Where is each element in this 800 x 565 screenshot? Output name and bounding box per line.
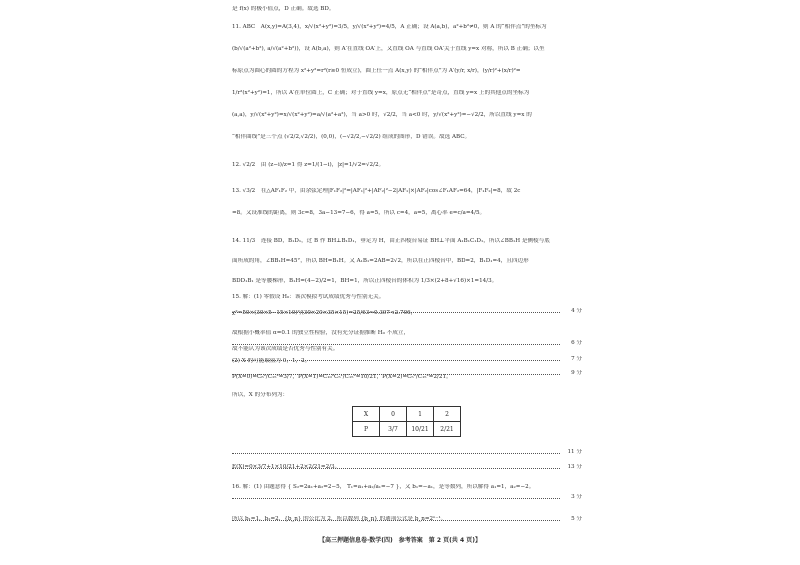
dotted-leader [232,520,560,521]
table-row [353,422,461,437]
answer-line: BDD₁B₁ 是等腰梯形，B₁H=(4−2)/2=1，BH=1，所以正四棱台的体积为 1/3×(2+8+√16)×1=14/3。 [232,278,498,284]
answer-line: 13. √3/2 在△AF₁F₂ 中，由余弦定理|F₁F₂|²=|AF₁|²+|AF₂|²−2|AF₁|×|AF₂|cos∠F₁AF₂=64，|F₁F₂|=8，故 2c [232,188,521,194]
table-cell: 1 [407,407,434,422]
answer-line: 15. 解：(1) 零假设 H₀：该次模拟考试成绩优秀与性别无关。 [232,294,385,300]
score-line [232,370,582,377]
answer-line: 故不能认为该次成绩是否优秀与性别有关。 [232,346,339,352]
table-cell: X [353,407,380,422]
score-line [232,340,582,347]
table-row [353,407,461,422]
score-line [232,356,582,363]
answer-line: 11. ABC A(x,y)=A(3,4)，x/√(x²+y²)=3/5，y/√(x²+y²)=4/5，A 正确；设 A(a,b)，a²+b²≠0，则 A 的“相伴点”的坐标为 [232,24,547,30]
dotted-leader [232,468,560,469]
table-cell: 0 [380,407,407,422]
score-label: 7 分 [571,356,582,362]
answer-line: 面所成的角，∠BB₁H=45°，所以 BH=B₁H。又 A₁B₁=2AB=2√2，所以在正四棱台中，BD=2，B₁D₁=4，且四边形 [232,258,529,264]
answer-line: E(X)=0×3/7+1×10/21+2×2/21=2/3。 [232,464,341,470]
dotted-leader [232,374,560,375]
score-label: 3 分 [571,494,582,500]
answer-line: 16. 解：(1) 由题意得 { S₂=2a₁+a₂=2−5， T₁=a₁+a₂/a₁=−7 }，又 b₁=−a₁，是等数列，所以解得 a₁=1，a₂=−2。 [232,484,535,490]
answer-line: χ²=50×(30×5−15×10)²/(30×20×35×15)=25/63≈0.397<2.706， [232,310,417,316]
answer-line: (2) X 的可能取值为 0，1，2。 [232,358,311,364]
score-line [232,516,582,523]
answer-line: 12. √2/2 由 (z−i)/z=1 得 z=1/(1−i)，|z|=1/√2=√2/2。 [232,162,385,168]
table-cell: 10/21 [407,422,434,437]
table-cell: 2 [434,407,461,422]
score-line [232,464,582,471]
dotted-leader [232,498,560,499]
answer-line: (b/√(a²+b²), a/√(a²+b²))，设 A(b,a)，则 A′在直线 OA′上，又直线 OA 与直线 OA′关于直线 y=x 对称，所以 B 正确；以坐 [232,46,545,52]
table-cell: P [353,422,380,437]
score-line [232,449,582,456]
dotted-leader [232,360,560,361]
answer-line: 标原点为圆心的圆的方程为 x²+y²=r²(r≥0 恒成立)，圆上任一点 A(x,y) 的“相伴点”为 A′(y/r, x/r)，(y/r)²+(x/r)²= [232,68,521,74]
answer-line: =8。又设准线的距离，则 3c=8，3a−13=7−6，得 a=5，所以 c=4，a=5，离心率 e=c/a=4/5。 [232,210,486,216]
distribution-table [352,406,461,437]
answer-line: “相伴曲线”是三个点 (√2/2,√2/2)，(0,0)，(−√2/2,−√2/2) 组成的图形，D 错误。故选 ABC。 [232,134,471,140]
table-cell: 2/21 [434,422,461,437]
answer-line: 所以 b₁=1，b₂=2，{b_n} 的公比为 2，所以数列 {b_n} 的通项公式是 b_n=2ⁿ⁻¹。 [232,516,447,522]
score-line [232,308,582,315]
dotted-leader [232,344,560,345]
answer-line: 1/r²(x²+y²)=1，所以 A′在单位圆上，C 正确；对于直线 y=x，原点无“相伴点”是奇点，直线 y=x 上的其他点的坐标为 [232,90,530,96]
answer-line: 是 f(x) 的极小值点，D 正确。故选 BD。 [232,6,335,12]
score-label: 9 分 [571,370,582,376]
dotted-leader [232,312,560,313]
answer-line: 所以，X 的分布列为： [232,392,289,398]
answer-line: P(X=0)=C₆²/C₁₅²=3/7，P(X=1)=C₁₀¹C₅¹/C₁₅²=10/21，P(X=2)=C₅²/C₁₅²=2/21。 [232,374,452,380]
score-label: 5 分 [571,516,582,522]
score-label: 6 分 [571,340,582,346]
answer-line: 故根据小概率值 α=0.1 的独立性检验，没有充分证据推断 H₀ 不成立， [232,330,410,336]
score-line [232,494,582,501]
answer-line: 14. 11/3 连接 BD，B₁D₁，过 B 作 BH⊥B₁D₁，垂足为 H，由正四棱台易证 BH⊥平面 A₁B₁C₁D₁，所以∠BB₁H 是侧棱与底 [232,238,550,244]
score-label: 4 分 [571,308,582,314]
table-cell: 3/7 [380,422,407,437]
score-label: 13 分 [567,464,582,470]
score-label: 11 分 [567,449,582,455]
dotted-leader [232,453,560,454]
page-footer: 【高三押题信息卷·数学(四) 参考答案 第 2 页(共 4 页)】 [319,537,481,544]
answer-line: (a,a)，y/√(x²+y²)=x/√(x²+y²)=a/√(a²+a²)，当 a>0 时，√2/2，当 a<0 时，y/√(x²+y²)=−√2/2，所以直线 y=x 的 [232,112,532,118]
